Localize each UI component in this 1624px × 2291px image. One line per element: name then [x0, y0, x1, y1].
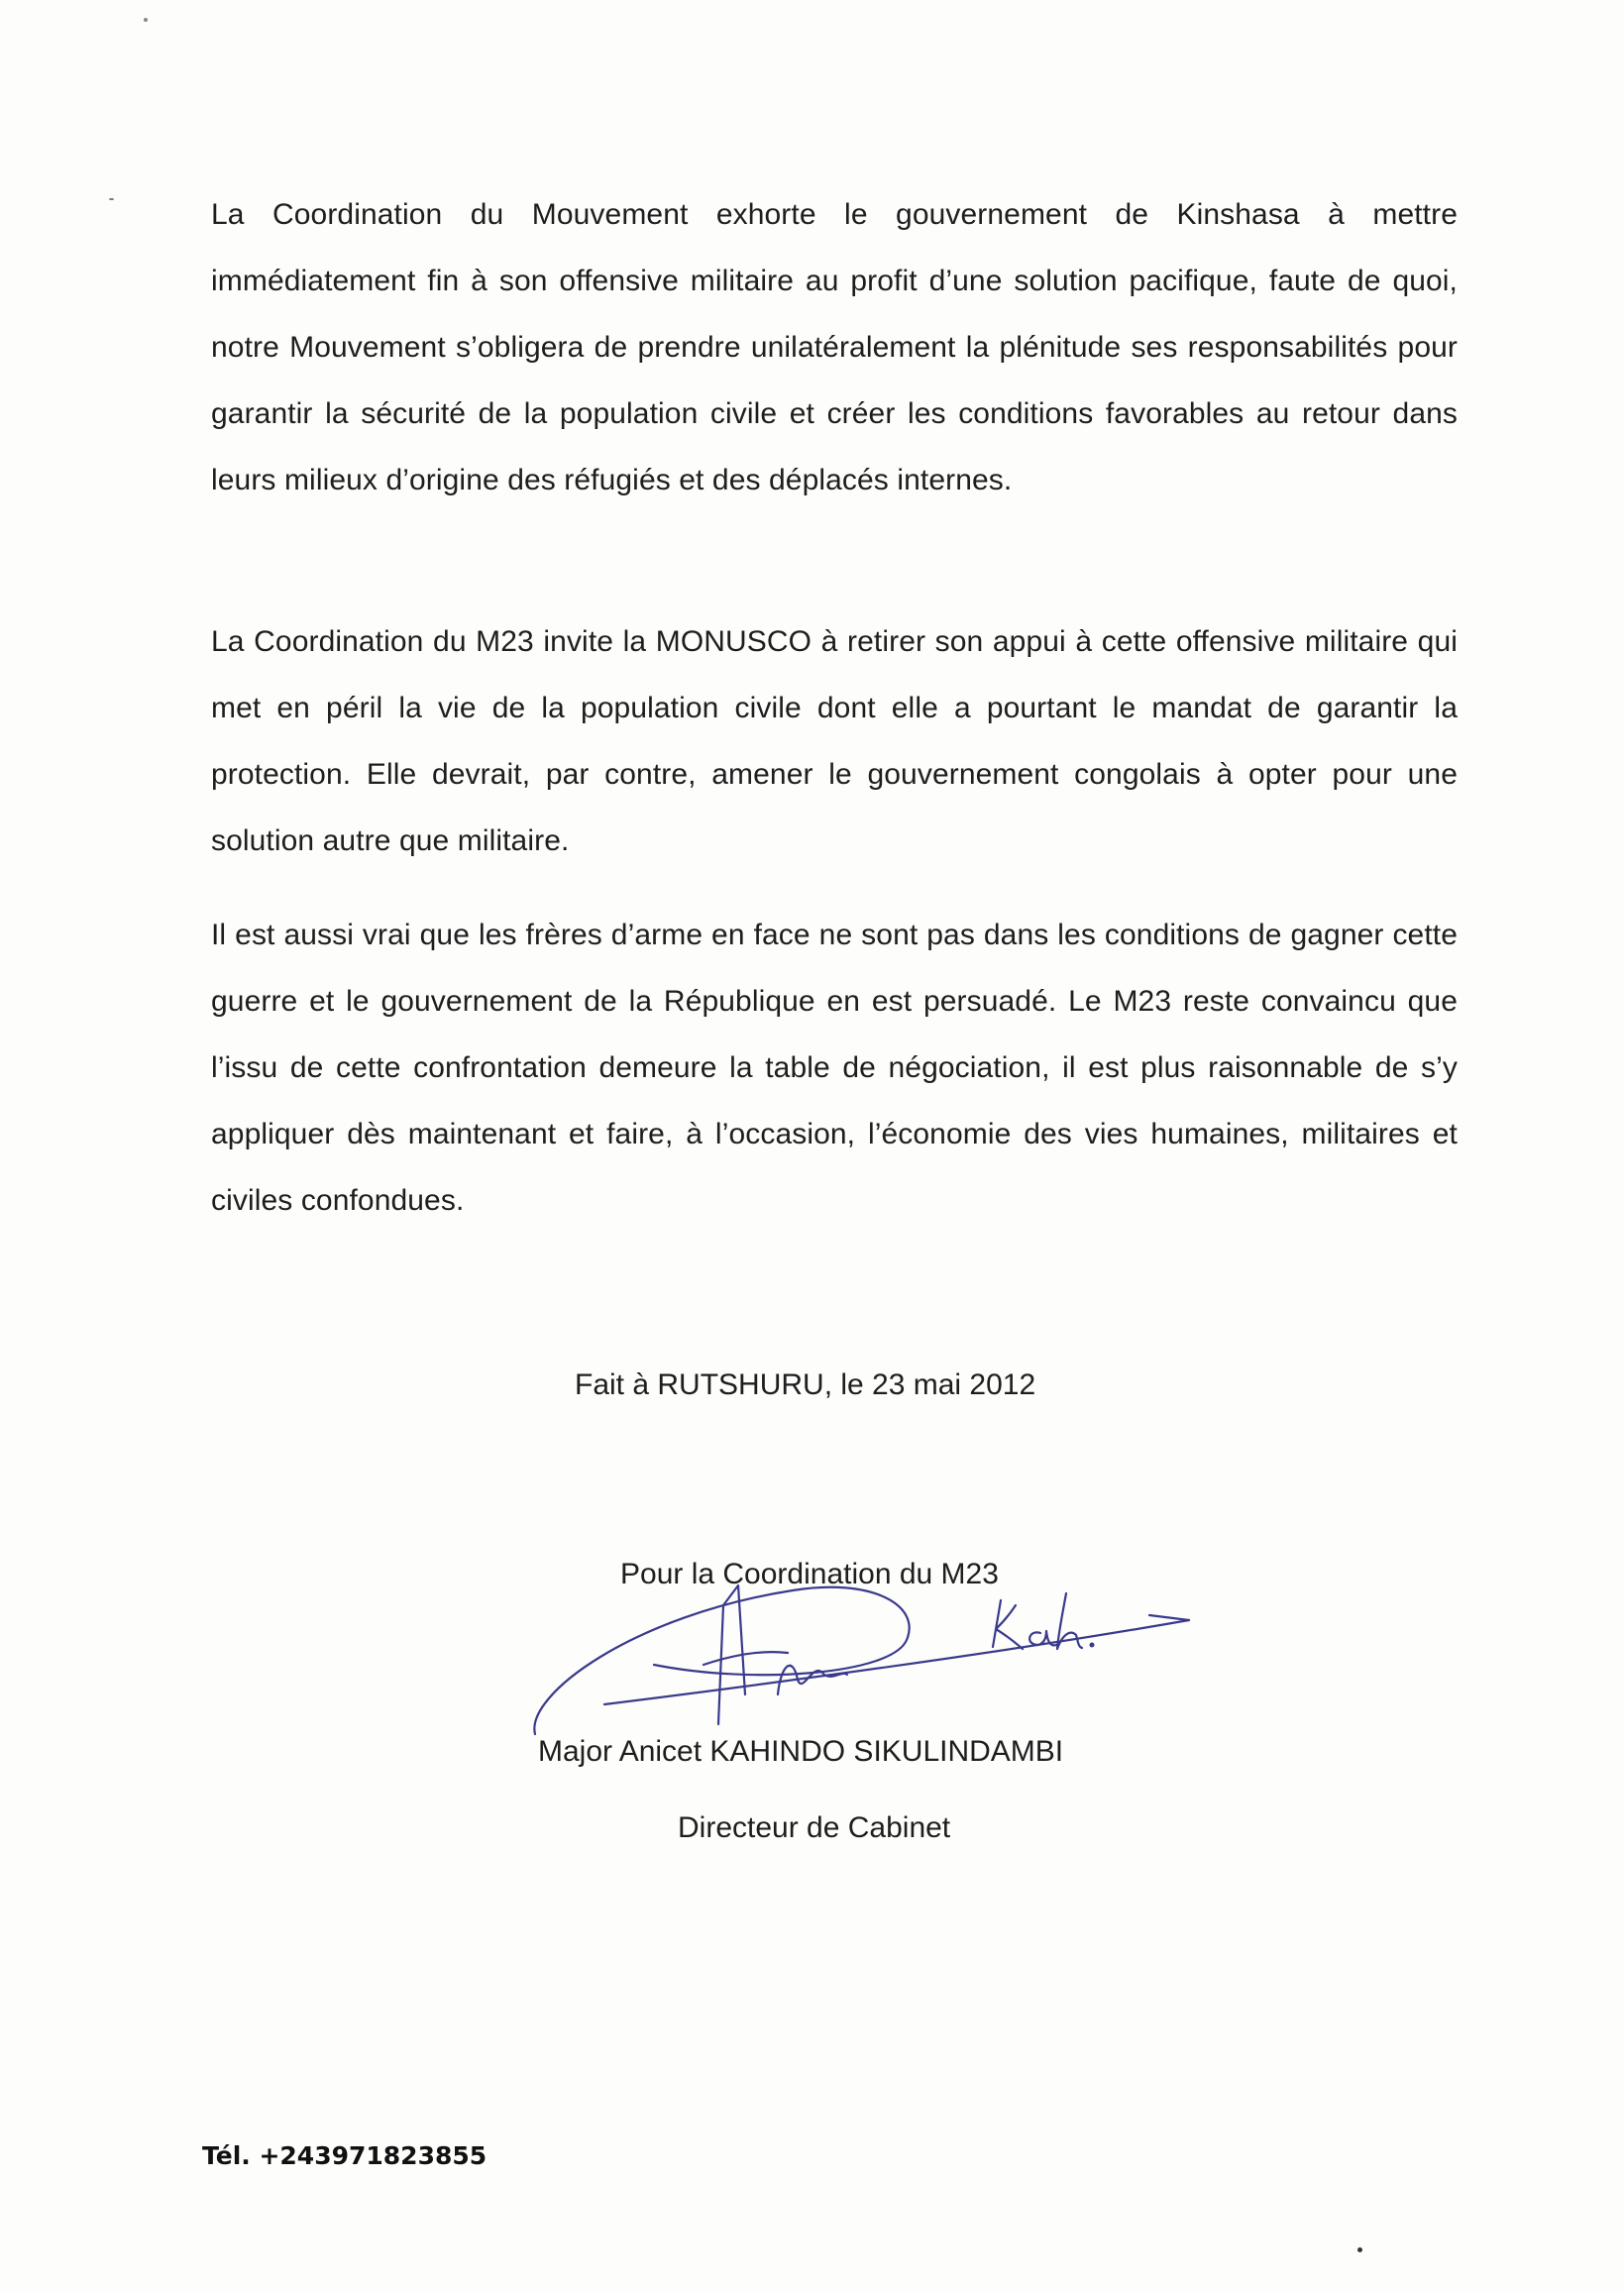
paragraph-negotiation: Il est aussi vrai que les frères d’arme en face ne sont pas dans les conditions de gagner cette guerre et le gouvernement de la République en est persuadé. Le M23 reste convaincu que l’issu de cette confrontation demeure la table de négociation, il est plus raisonnable de s’y appliquer dès maintenant et faire, à l’occasion, l’économie des vies humaines, militaires et civiles confondues. [211, 919, 1458, 1217]
place-and-date: Fait à RUTSHURU, le 23 mai 2012 [575, 1368, 1036, 1401]
scan-speck [1357, 2247, 1362, 2252]
phone-number: Tél. +243971823855 [202, 2141, 487, 2170]
paragraph-appeal-to-government: La Coordination du Mouvement exhorte le gouvernement de Kinshasa à mettre immédiatement fin à son offensive militaire au profit d’une solution pacifique, faute de quoi, notre Mouvement s’obligera de prendre unilatéralement la plénitude ses responsabilités pour garantir la sécurité de la population civile et créer les conditions favorables au retour dans leurs milieux d’origine des réfugiés et des déplacés internes. [211, 198, 1458, 496]
signer-name: Major Anicet KAHINDO SIKULINDAMBI [538, 1735, 1064, 1768]
scan-speck [144, 18, 148, 22]
paragraph-appeal-to-monusco: La Coordination du M23 invite la MONUSCO à retirer son appui à cette offensive militaire qui met en péril la vie de la population civile dont elle a pourtant le mandat de garantir la protection. Elle devrait, par contre, amener le gouvernement congolais à opter pour une solution autre que militaire. [211, 625, 1458, 857]
scan-speck [109, 198, 114, 200]
signatory-organization: Pour la Coordination du M23 [620, 1558, 999, 1590]
signer-title: Directeur de Cabinet [678, 1811, 951, 1844]
